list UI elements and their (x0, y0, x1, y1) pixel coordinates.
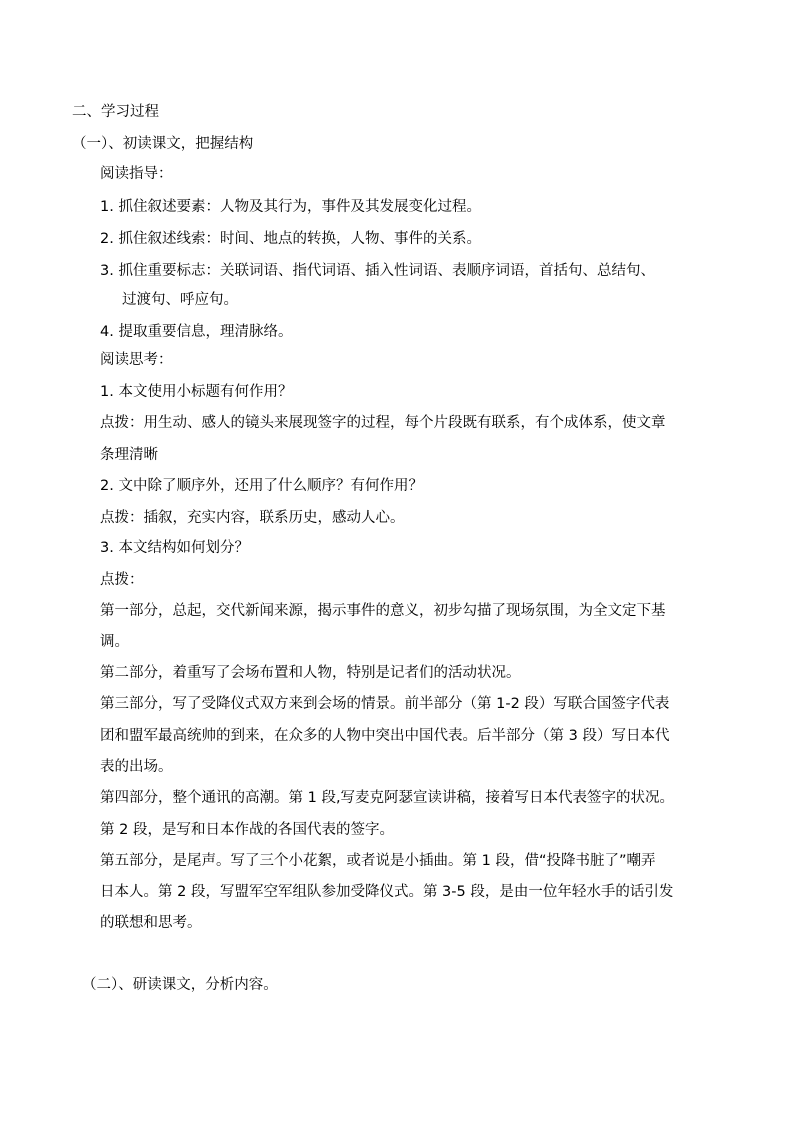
question: 3. 本文结构如何划分？ (100, 540, 249, 556)
answer-line: 点拨：插叙，充实内容，联系历史，感动人心。 (100, 510, 405, 526)
structure-line: 第二部分，着重写了会场布置和人物，特别是记者们的活动状况。 (100, 665, 521, 681)
structure-line: 第四部分，整个通讯的高潮。第 1 段,写麦克阿瑟宣读讲稿，接着写日本代表签字的状况。 (100, 790, 675, 806)
guide-item: 1. 抓住叙述要素：人物及其行为，事件及其发展变化过程。 (100, 199, 481, 215)
structure-line: 团和盟军最高统帅的到来，在众多的人物中突出中国代表。后半部分（第 3 段）写日本代 (100, 728, 670, 744)
structure-line: 第五部分，是尾声。写了三个小花絮，或者说是小插曲。第 1 段，借“投降书脏了”嘲弄 (100, 853, 656, 869)
guide-item: 4. 提取重要信息，理清脉络。 (100, 324, 293, 340)
guide-item: 3. 抓住重要标志：关联词语、指代词语、插入性词语、表顺序词语，首括句、总结句、 (100, 263, 655, 279)
structure-line: 的联想和思考。 (100, 915, 202, 931)
reading-guide-label: 阅读指导： (100, 166, 173, 182)
reading-questions-label: 阅读思考： (100, 352, 173, 368)
structure-line: 表的出场。 (100, 759, 173, 775)
question: 1. 本文使用小标题有何作用？ (100, 384, 293, 400)
subsection-heading: （一）、初读课文，把握结构 (72, 136, 254, 152)
answer-line: 条理清晰 (100, 447, 158, 463)
section-heading: 二、学习过程 (72, 104, 159, 120)
guide-item: 2. 抓住叙述线索：时间、地点的转换，人物、事件的关系。 (100, 231, 481, 247)
structure-line: 第三部分，写了受降仪式双方来到会场的情景。前半部分（第 1-2 段）写联合国签字代表 (100, 696, 670, 712)
question: 2. 文中除了顺序外，还用了什么顺序？有何作用？ (100, 478, 423, 494)
subsection-heading: （二）、研读课文，分析内容。 (82, 977, 278, 993)
structure-line: 日本人。第 2 段，写盟军空军组队参加受降仪式。第 3-5 段，是由一位年轻水手的话引发 (100, 884, 674, 900)
structure-line: 第 2 段，是写和日本作战的各国代表的签字。 (100, 822, 394, 838)
structure-line: 调。 (100, 634, 129, 650)
structure-line: 第一部分，总起，交代新闻来源，揭示事件的意义，初步勾描了现场氛围，为全文定下基 (100, 603, 666, 619)
answer-label: 点拨： (100, 572, 144, 588)
answer-line: 点拨：用生动、感人的镜头来展现签字的过程，每个片段既有联系，有个成体系，使文章 (100, 415, 666, 431)
guide-item-continuation: 过渡句、呼应句。 (122, 292, 238, 308)
